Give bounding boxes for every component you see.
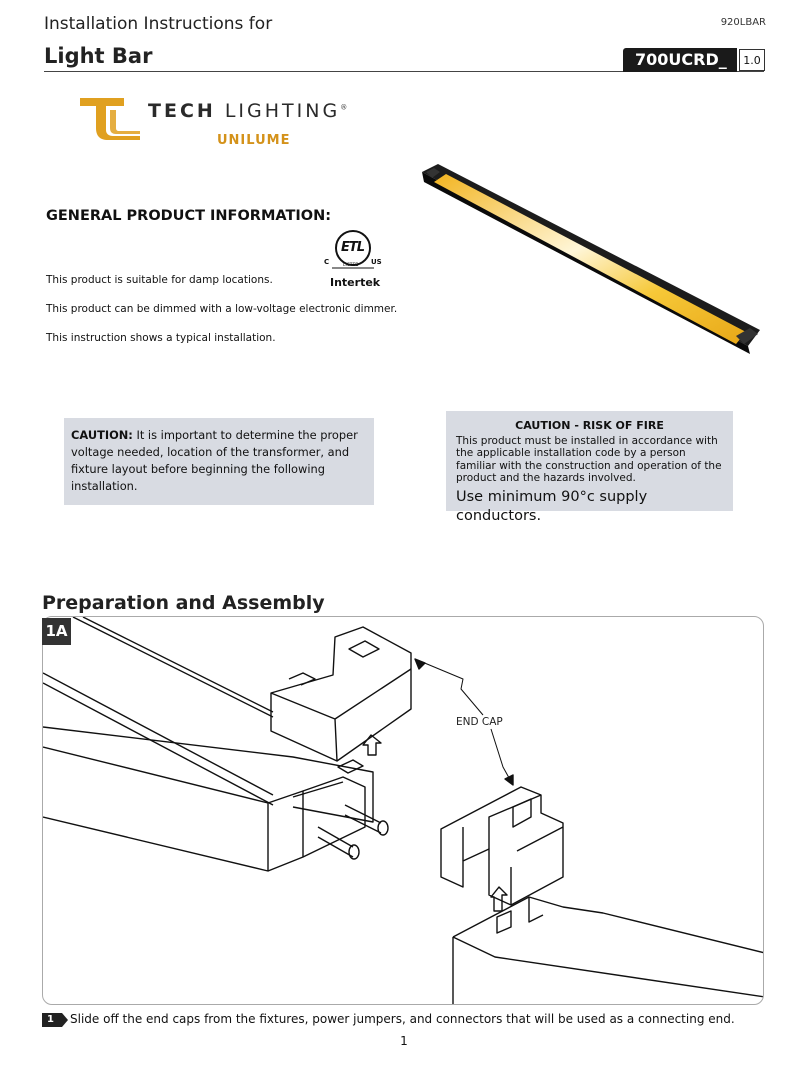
caution-box	[64, 418, 374, 505]
info-line: This product is suitable for damp locations.	[46, 274, 273, 286]
fire-caution-box	[446, 411, 733, 524]
tech-lighting-logo-icon	[78, 96, 144, 142]
doc-code: 920LBAR	[720, 17, 766, 28]
step-text: Slide off the end caps from the fixtures, power jumpers, and connectors that will be used as a connecting end.	[70, 1012, 735, 1026]
header-subtitle: Installation Instructions for	[44, 14, 273, 34]
general-info-heading: GENERAL PRODUCT INFORMATION:	[46, 208, 332, 224]
etl-listed: LISTED	[343, 263, 359, 268]
etl-text: ETL	[341, 240, 365, 255]
fire-caution-text: This product must be installed in accordance with the applicable installation code by a person familiar with the construction and operation of the product and the hazards involved.	[456, 434, 722, 484]
intertek-label: Intertek	[330, 276, 381, 289]
end-cap-callout: END CAP	[456, 716, 503, 728]
etl-c: C	[324, 258, 330, 266]
registered-mark: ®	[340, 103, 348, 112]
model-number-badge: 700UCRD_	[623, 48, 737, 72]
brand-name-light: LIGHTING	[224, 100, 341, 122]
supply-conductor-note: Use minimum 90°c supply conductors.	[456, 488, 648, 524]
page-title: Light Bar	[44, 44, 153, 68]
caution-label: CAUTION:	[71, 428, 133, 442]
brand-subtitle: UNILUME	[217, 133, 291, 148]
info-line: This product can be dimmed with a low-voltage electronic dimmer.	[46, 303, 398, 315]
brand-name	[148, 100, 347, 122]
step-instruction	[42, 1012, 735, 1027]
assembly-diagram-drawing	[43, 617, 764, 1005]
etl-us: US	[371, 258, 382, 266]
assembly-diagram	[42, 616, 764, 1005]
fire-caution-title: CAUTION - RISK OF FIRE	[515, 419, 664, 432]
info-line: This instruction shows a typical installation.	[46, 332, 276, 344]
version-badge: 1.0	[739, 49, 765, 71]
etl-circle-icon	[322, 230, 384, 280]
section-title: Preparation and Assembly	[42, 592, 325, 614]
step-label-1a: 1A	[42, 618, 71, 645]
caution-text: It is important to determine the proper voltage needed, location of the transformer, and fixture layout before beginning the following installation.	[71, 428, 358, 493]
etl-certification-mark	[322, 230, 384, 294]
step-number-badge: 1	[42, 1013, 62, 1027]
page-number: 1	[400, 1034, 408, 1048]
light-bar-product-image	[418, 160, 768, 356]
brand-name-bold: TECH	[148, 100, 216, 122]
